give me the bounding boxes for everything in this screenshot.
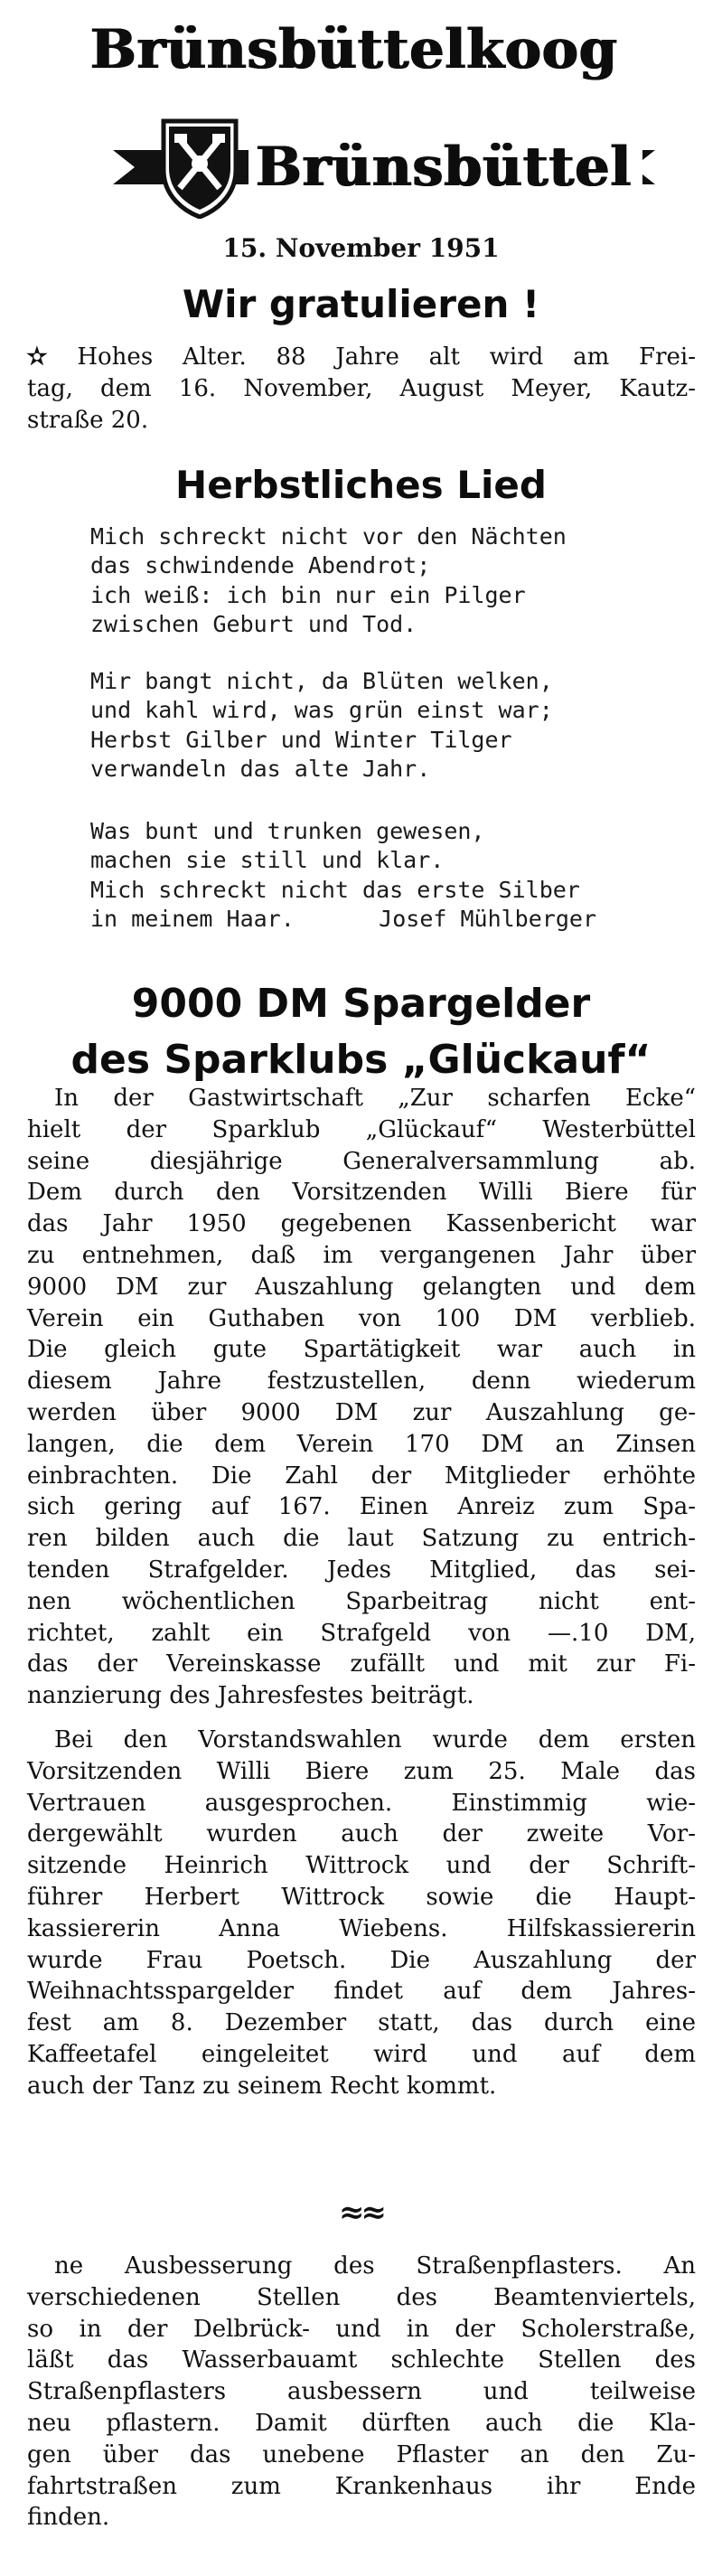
- article-line: das Jahr 1950 gegebenen Kassenbericht war: [27, 1210, 696, 1238]
- article-line: Verein ein Guthaben von 100 DM verblieb.: [27, 1304, 696, 1332]
- poem-stanza-3: [90, 817, 651, 935]
- poem-line: Mich schreckt nicht vor den Nächten: [90, 523, 567, 550]
- poem-stanza-2: [90, 667, 651, 785]
- issue-date: 15. November 1951: [222, 233, 500, 263]
- star-icon: ✫: [27, 343, 78, 371]
- masthead-title-top: Brünsbüttelkoog: [90, 18, 618, 81]
- article-line: Die gleich gute Spartätigkeit war auch in: [27, 1336, 696, 1364]
- article-line: neu pflastern. Damit dürften auch die Kla-: [27, 2409, 696, 2437]
- article-gratulieren: [27, 342, 696, 436]
- poem-line: Was bunt und trunken gewesen,: [90, 818, 485, 844]
- article-line: verschiedenen Stellen des Beamtenviertels,: [27, 2283, 696, 2311]
- poem-line: das schwindende Abendrot;: [90, 552, 431, 579]
- article-pflaster: [27, 2251, 696, 2534]
- heading-gratulieren: Wir gratulieren !: [182, 282, 540, 326]
- article-line: ne Ausbesserung des Straßenpflasters. An: [54, 2252, 696, 2280]
- poem-line: machen sie still und klar.: [90, 847, 445, 874]
- article-line: fest am 8. Dezember statt, das durch eine: [27, 2009, 696, 2037]
- article-line: finden.: [27, 2504, 110, 2532]
- article-line: Kaffeetafel eingeleitet wird und auf dem: [27, 2040, 696, 2068]
- article-line: so in der Delbrück- und in der Scholerstraße,: [27, 2315, 696, 2343]
- article-line: läßt das Wasserbauamt schlechte Stellen des: [27, 2346, 696, 2374]
- article-line: In der Gastwirtschaft „Zur scharfen Ecke“: [54, 1085, 696, 1112]
- article-line: nen wöchentlichen Sparbeitrag nicht ent-: [27, 1587, 696, 1615]
- poem-line: ich weiß: ich bin nur ein Pilger: [90, 581, 526, 608]
- article-line: Dem durch den Vorsitzenden Willi Biere für: [27, 1179, 696, 1207]
- article-line: Vertrauen ausgesprochen. Einstimmig wie-: [27, 1789, 696, 1817]
- article-line: Weihnachtsspargelder findet auf dem Jahres-: [27, 1978, 696, 2006]
- poem-line: verwandeln das alte Jahr.: [90, 756, 431, 783]
- poem-stanza-1: [90, 522, 651, 640]
- article-line: seine diesjährige Generalversammlung ab.: [27, 1147, 696, 1175]
- article-line: wurde Frau Poetsch. Die Auszahlung der: [27, 1946, 696, 1974]
- article-line: sich gering auf 167. Einen Anreiz zum Spa-: [27, 1493, 696, 1521]
- masthead-banner: [113, 118, 673, 204]
- article-line: gen über das unebene Pflaster an den Zu-: [27, 2440, 696, 2468]
- poem-line: Herbst Gilber und Winter Tilger: [90, 726, 512, 753]
- article-line: dergewählt wurden auch der zweite Vor-: [27, 1820, 696, 1848]
- article-line: sitzende Heinrich Wittrock und der Schrift-: [27, 1852, 696, 1880]
- article-line: diesem Jahre festzustellen, denn wiederum: [27, 1368, 696, 1396]
- article-line: straße 20.: [27, 406, 149, 434]
- article-line: richtet, zahlt ein Strafgeld von —.10 DM,: [27, 1619, 696, 1647]
- poem-line: Mir bangt nicht, da Blüten welken,: [90, 668, 553, 694]
- heading-line: des Sparklubs „Glückauf“: [70, 1037, 652, 1083]
- article-line: fahrtstraßen zum Krankenhaus ihr Ende: [27, 2472, 696, 2500]
- article-line: ✫ Hohes Alter. 88 Jahre alt wird am Frei-: [27, 343, 696, 371]
- heading-herbstliches-lied: Herbstliches Lied: [175, 463, 547, 507]
- masthead-title-bottom: Brünsbüttel: [248, 134, 642, 201]
- article-line: 9000 DM zur Auszahlung gelangten und dem: [27, 1273, 696, 1301]
- article-line: tag, dem 16. November, August Meyer, Kautz-: [27, 374, 696, 402]
- article-sparklub-paragraph-1: [27, 1083, 696, 1712]
- article-line: werden über 9000 DM zur Auszahlung ge-: [27, 1398, 696, 1426]
- article-line: Straßenpflasters ausbessern und teilweise: [27, 2378, 696, 2406]
- article-line: das der Vereinskasse zufällt und mit zur Fi-: [27, 1650, 696, 1678]
- poem-line: in meinem Haar. Josef Mühlberger: [90, 905, 651, 934]
- heading-line: 9000 DM Spargelder: [131, 981, 591, 1027]
- article-line: kassiererin Anna Wiebens. Hilfskassiererin: [27, 1914, 696, 1942]
- article-line: tenden Strafgelder. Jedes Mitglied, das sei-: [27, 1556, 696, 1584]
- article-line: hielt der Sparklub „Glückauf“ Westerbüttel: [27, 1115, 696, 1143]
- poem-line: Mich schreckt nicht das erste Silber: [90, 876, 580, 903]
- section-divider-ornament: ≈≈: [339, 2195, 383, 2231]
- article-line: Vorsitzenden Willi Biere zum 25. Male das: [27, 1757, 696, 1785]
- article-line: ren bilden auch die laut Satzung zu entrich-: [27, 1525, 696, 1553]
- article-line: Bei den Vorstandswahlen wurde dem ersten: [54, 1726, 696, 1753]
- article-sparklub-paragraph-2: [27, 1725, 696, 2102]
- article-line: führer Herbert Wittrock sowie die Haupt-: [27, 1883, 696, 1911]
- article-line: nanzierung des Jahresfestes beiträgt.: [27, 1682, 474, 1710]
- article-line: zu entnehmen, daß im vergangenen Jahr über: [27, 1241, 696, 1269]
- heading-sparklub: [0, 976, 722, 1088]
- poem-line: zwischen Geburt und Tod.: [90, 611, 417, 638]
- article-line: einbrachten. Die Zahl der Mitglieder erhöhte: [27, 1462, 696, 1490]
- article-line: auch der Tanz zu seinem Recht kommt.: [27, 2072, 497, 2100]
- poem-author: Josef Mühlberger: [379, 906, 596, 933]
- article-line: langen, die dem Verein 170 DM an Zinsen: [27, 1430, 696, 1458]
- poem-line: und kahl wird, was grün einst war;: [90, 697, 553, 724]
- masthead: [54, 18, 633, 226]
- coat-of-arms-icon: [160, 118, 239, 219]
